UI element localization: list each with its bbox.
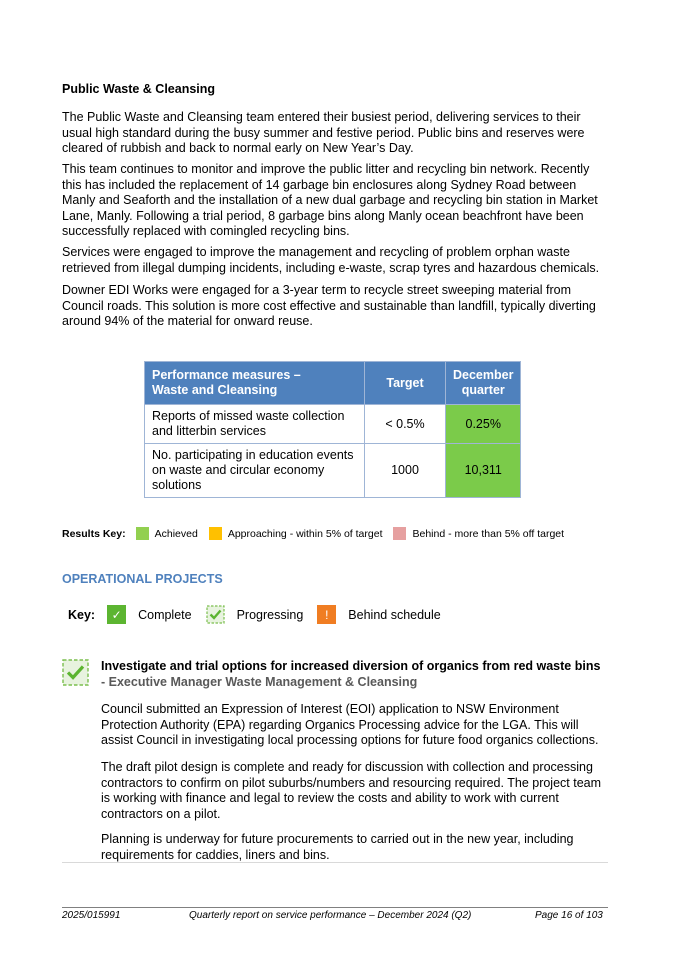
key-progressing — [206, 605, 304, 624]
results-key — [62, 527, 575, 540]
key-label: Key: — [68, 607, 96, 622]
header-quarter-line1: December — [453, 368, 514, 382]
key-complete — [107, 605, 192, 624]
project-progressing-icon — [62, 659, 89, 686]
project-update: The draft pilot design is complete and ready for discussion with collection and processing contractors to confirm on pilot suburbs/numbers and resourcing required. The project team is working with finance and legal to review the costs and ability to work with current contractors on a pilot. — [101, 760, 602, 821]
project-update: Planning is underway for future procurements to carried out in the new year, including requirements for caddies, liners and bins. — [101, 832, 574, 862]
key-behind-label: Behind schedule — [348, 607, 441, 622]
measure-cell: No. participating in education events on waste and circular economy solutions — [145, 444, 365, 498]
approaching-swatch — [209, 527, 222, 540]
result-cell: 0.25% — [446, 405, 521, 444]
project-title-block — [101, 659, 611, 690]
achieved-swatch — [136, 527, 149, 540]
key-item-behind — [393, 527, 564, 540]
key-progressing-label: Progressing — [236, 607, 304, 622]
target-cell: < 0.5% — [365, 405, 446, 444]
operational-projects-title: OPERATIONAL PROJECTS — [62, 572, 223, 586]
header-quarter — [446, 362, 521, 405]
header-measure-line1: Performance measures – — [152, 368, 301, 382]
paragraph: The Public Waste and Cleansing team entered their busiest period, delivering services to their usual high standard during the busy summer and festive period. Public bins and reserves were cleared of rubbish and back to normal early on New Year’s Day. — [62, 110, 585, 155]
header-measure-line2: Waste and Cleansing — [152, 383, 278, 397]
project-title: Investigate and trial options for increased diversion of organics from red waste bins — [101, 659, 601, 673]
paragraph: This team continues to monitor and improve the public litter and recycling bin network. Recently this has included the replacement of 14 garbage bin enclosures along Sydney Road between Manly and Seaforth and the installation of a new dual garbage and recycling bin station in Market Lane, Manly. Following a trial period, 8 garbage bins along Manly ocean beachfront have been successfully replaced with comingled recycling bins. — [62, 162, 598, 238]
footer-title: Quarterly report on service performance – December 2024 (Q2) — [189, 910, 472, 921]
paragraph: Downer EDI Works were engaged for a 3-year term to recycle street sweeping material from Council roads. This solution is more cost effective and sustainable than landfill, typically diverting around 94% of the material for onward reuse. — [62, 283, 596, 328]
measure-cell: Reports of missed waste collection and litterbin services — [145, 405, 365, 444]
key-item-approaching — [209, 527, 383, 540]
key-item-label: Behind - more than 5% off target — [412, 527, 565, 540]
target-cell: 1000 — [365, 444, 446, 498]
key-item-label: Approaching - within 5% of target — [227, 527, 383, 540]
divider — [62, 862, 608, 863]
page-number: Page 16 of 103 — [535, 910, 603, 921]
project-status-key — [68, 605, 455, 624]
paragraph: Services were engaged to improve the management and recycling of problem orphan waste retrieved from illegal dumping incidents, including e-waste, scrap tyres and hazardous chemicals. — [62, 245, 600, 275]
table-row — [145, 405, 521, 444]
key-item-label: Achieved — [154, 527, 198, 540]
warning-icon: ! — [317, 605, 336, 624]
header-quarter-line2: quarter — [461, 383, 505, 397]
footer-reference: 2025/015991 — [62, 910, 121, 921]
section-heading: Public Waste & Cleansing — [62, 82, 216, 96]
header-target: Target — [365, 362, 446, 405]
performance-table — [144, 361, 521, 498]
project-update: Council submitted an Expression of Interest (EOI) application to NSW Environment Protection Authority (EPA) regarding Organics Processing advice for the LGA. This will assist Council in investigating local processing options for future food organics collections. — [101, 702, 599, 747]
footer-divider — [62, 907, 608, 908]
project-owner: - Executive Manager Waste Management & Cleansing — [101, 674, 418, 689]
table-row — [145, 444, 521, 498]
behind-swatch — [393, 527, 406, 540]
results-key-label: Results Key: — [62, 527, 126, 540]
complete-check-icon: ✓ — [107, 605, 126, 624]
result-cell: 10,311 — [446, 444, 521, 498]
key-item-achieved — [136, 527, 198, 540]
header-measure — [145, 362, 365, 405]
key-behind — [317, 605, 440, 624]
progressing-icon — [206, 605, 225, 624]
table-header-row — [145, 362, 521, 405]
key-complete-label: Complete — [138, 607, 192, 622]
